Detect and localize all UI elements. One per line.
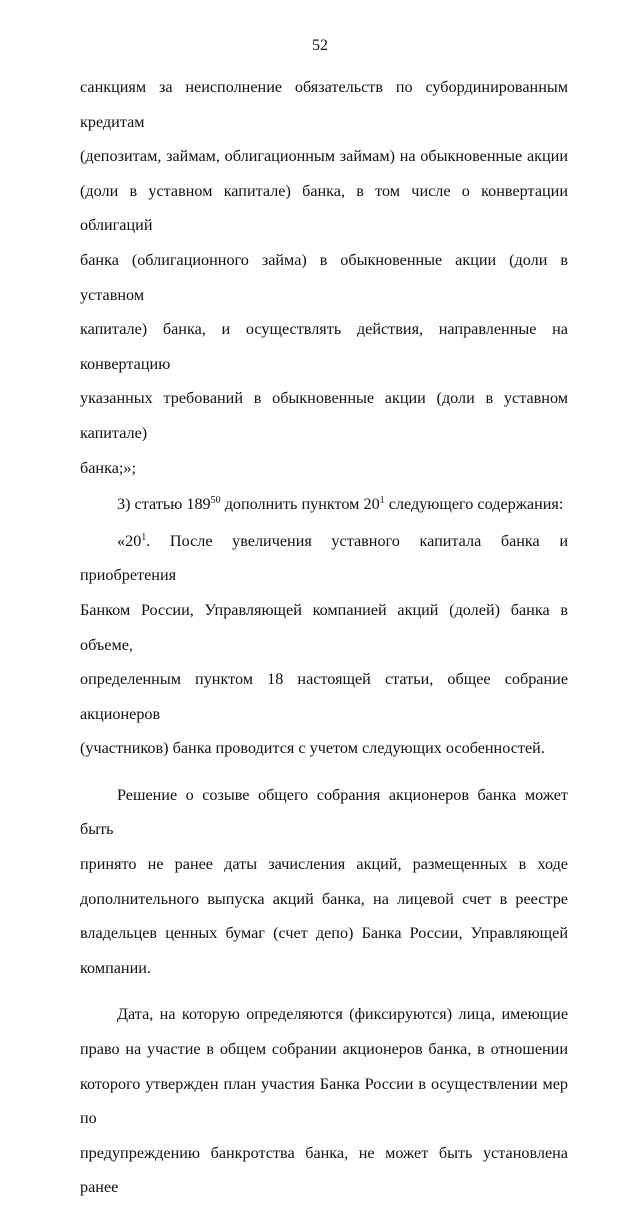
article-superscript: 50	[210, 495, 221, 507]
document-body	[80, 70, 568, 1205]
body-line: (доли в уставном капитале) банка, в том числе о конвертации облигаций	[80, 181, 568, 235]
amendment-paragraph	[80, 487, 568, 522]
body-line: капитале) банка, и осуществлять действия, направленные на конвертацию	[80, 320, 568, 373]
body-line: принято не ранее даты зачисления акций, размещенных в ходе	[80, 855, 568, 874]
amendment-text: следующего содержания:	[384, 495, 564, 514]
body-line: банка (облигационного займа) в обыкновенные акции (доли в уставном	[80, 250, 568, 304]
body-line: определенным пунктом 18 настоящей статьи, общее собрание акционеров	[80, 670, 568, 723]
page-number: 52	[312, 37, 328, 54]
body-line: (депозитам, займам, облигационным займам) на обыкновенные акции	[80, 147, 568, 166]
quote-text: . После увеличения уставного капитала банка и приобретения	[80, 531, 568, 585]
quote-text: «20	[117, 531, 142, 550]
body-line: компании.	[80, 958, 151, 977]
body-line: (участников) банка проводится с учетом следующих особенностей.	[80, 739, 545, 758]
body-line: владельцев ценных бумаг (счет депо) Банка России, Управляющей	[80, 924, 568, 943]
body-line: банка;»;	[80, 458, 136, 477]
body-line: предупреждению банкротства банка, не может быть установлена ранее	[80, 1143, 568, 1197]
body-line: Банком России, Управляющей компанией акций (долей) банка в объеме,	[80, 600, 568, 654]
amendment-text: 3) статью 189	[117, 495, 211, 514]
quoted-paragraph-first-line	[80, 524, 568, 593]
body-line: Дата, на которую определяются (фиксируются) лица, имеющие	[117, 1005, 568, 1024]
point-superscript: 1	[141, 531, 147, 543]
body-line: санкциям за неисполнение обязательств по субординированным кредитам	[80, 78, 568, 131]
body-line: указанных требований в обыкновенные акции (доли в уставном капитале)	[80, 389, 568, 442]
body-line: Решение о созыве общего собрания акционеров банка может быть	[80, 785, 568, 839]
point-superscript: 1	[379, 495, 385, 507]
amendment-text: дополнить пунктом 20	[220, 495, 380, 514]
body-line: дополнительного выпуска акций банка, на лицевой счет в реестре	[80, 889, 568, 908]
body-line: право на участие в общем собрании акционеров банка, в отношении	[80, 1040, 568, 1059]
body-line: которого утвержден план участия Банка России в осуществлении мер по	[80, 1074, 568, 1128]
